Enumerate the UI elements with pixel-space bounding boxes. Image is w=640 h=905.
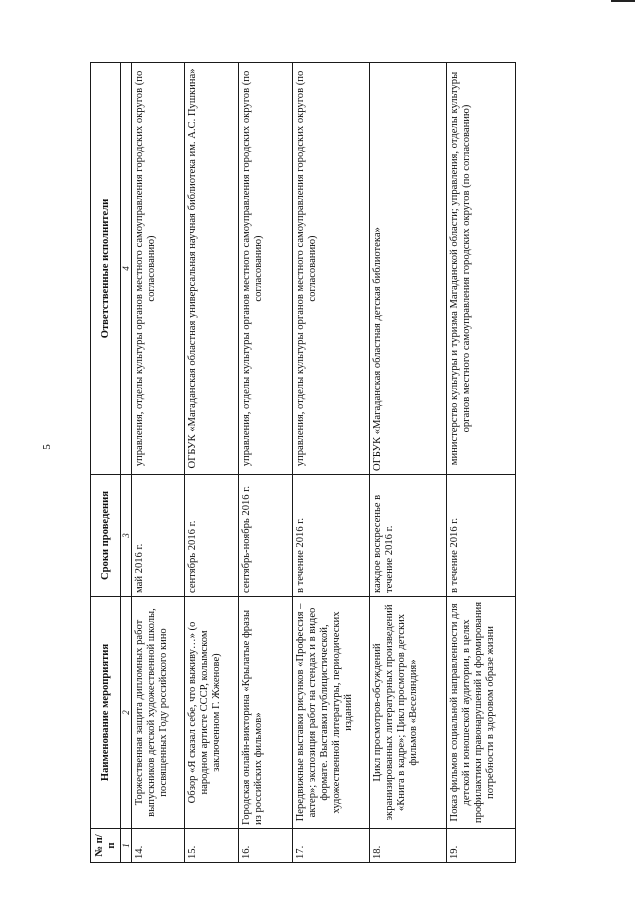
row-event: Показ фильмов социальной направленности для детской и юношеской аудитории, в целях профилактики правонарушений и формирования потребности в здоровом образе жизни: [447, 597, 516, 829]
header-responsible: Ответственные исполнители: [91, 63, 121, 475]
row-num: 17.: [293, 829, 370, 863]
column-number-row: [121, 63, 132, 863]
colnum-1: 1: [121, 829, 132, 863]
header-dates: Сроки проведения: [91, 475, 121, 597]
table-row: [185, 63, 239, 863]
corner-scan-mark: [611, 0, 635, 2]
table-row: [132, 63, 185, 863]
row-responsible: ОГБУК «Магаданская областная детская библиотека»: [370, 63, 447, 475]
events-table: [90, 62, 516, 863]
colnum-3: 3: [121, 475, 132, 597]
row-dates: каждое воскресенье в течение 2016 г.: [370, 475, 447, 597]
row-num: 14.: [132, 829, 185, 863]
row-num: 19.: [447, 829, 516, 863]
header-num: № п/п: [91, 829, 121, 863]
events-table-container: [90, 63, 516, 863]
row-responsible: управления, отделы культуры органов местного самоуправления городских округов (по согласованию): [132, 63, 185, 475]
row-event: Городская онлайн-викторина «Крылатые фразы из российских фильмов»: [239, 597, 293, 829]
row-event: Торжественная защита дипломных работ выпускников детской художественной школы, посвященных Году российского кино: [132, 597, 185, 829]
row-responsible: ОГБУК «Магаданская областная универсальная научная библиотека им. А.С. Пушкина»: [185, 63, 239, 475]
row-num: 16.: [239, 829, 293, 863]
row-responsible: управления, отделы культуры органов местного самоуправления городских округов (по согласованию): [239, 63, 293, 475]
rotated-table-wrapper: [90, 63, 516, 863]
colnum-2: 2: [121, 597, 132, 829]
table-row: [293, 63, 370, 863]
colnum-4: 4: [121, 63, 132, 475]
table-row: [239, 63, 293, 863]
row-num: 15.: [185, 829, 239, 863]
header-event: Наименование мероприятия: [91, 597, 121, 829]
row-responsible: управления, отделы культуры органов местного самоуправления городских округов (по согласованию): [293, 63, 370, 475]
page-number: 5: [41, 444, 53, 450]
row-dates: в течение 2016 г.: [293, 475, 370, 597]
row-responsible: министерство культуры и туризма Магаданской области; управления, отделы культуры органов местного самоуправления городских округов (по согласованию): [447, 63, 516, 475]
row-dates: май 2016 г.: [132, 475, 185, 597]
row-dates: сентябрь-ноябрь 2016 г.: [239, 475, 293, 597]
row-event: Передвижные выставки рисунков «Профессия – актер»; экспозиция работ на стендах и в видео формате. Выставки публицистической, художественной литературы, периодических изданий: [293, 597, 370, 829]
row-event: Цикл просмотров-обсуждений экранизированных литературных произведений «Книга в кадре»; Цикл просмотров детских фильмов «Веселяндия»: [370, 597, 447, 829]
table-header-row: [91, 63, 121, 863]
table-row: [447, 63, 516, 863]
table-row: [370, 63, 447, 863]
row-num: 18.: [370, 829, 447, 863]
row-dates: сентябрь 2016 г.: [185, 475, 239, 597]
row-event: Обзор «Я сказал себе, что выживу…» (о народном артисте СССР, колымском заключенном Г. Жженове): [185, 597, 239, 829]
row-dates: в течение 2016 г.: [447, 475, 516, 597]
